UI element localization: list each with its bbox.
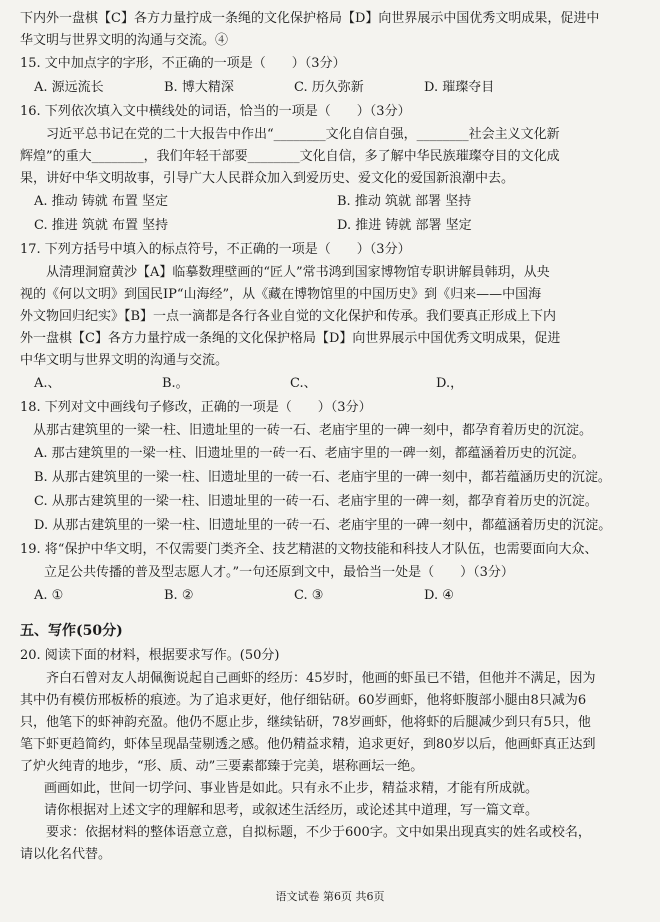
q15-options bbox=[20, 76, 640, 100]
q16-passage-1: 习近平总书记在党的二十大报告中作出“________文化自信自强，________社会主义文化新 bbox=[20, 127, 560, 142]
q19-option-b: B. ② bbox=[164, 588, 194, 603]
q16-option-a: A. 推动 铸就 布置 坚定 bbox=[34, 194, 169, 209]
q17-option-d: D.， bbox=[436, 376, 464, 391]
q18-option-d: D. 从那古建筑里的一梁一柱、旧遗址里的一砖一石、老庙宇里的一碑一刻中，都蕴涵着历史的沉淀。 bbox=[34, 518, 612, 533]
q17-option-c: C.、 bbox=[290, 376, 317, 391]
q15-option-d: D. 璀璨夺目 bbox=[424, 80, 495, 95]
q18-original: 从那古建筑里的一梁一柱、旧遗址里的一砖一石、老庙宇里的一碑一刻中，都孕育着历史的沉淀。 bbox=[20, 423, 593, 438]
q19-options bbox=[20, 584, 640, 608]
q17-passage-5: 中华文明与世界文明的沟通与交流。 bbox=[20, 353, 229, 368]
q20-material-4: 笔下虾更趋简约，虾体呈现晶莹剔透之感。他仍精益求精，追求更好，到80岁以后，他画虾真正达到 bbox=[20, 737, 596, 752]
q16-option-c: C. 推进 筑就 布置 坚持 bbox=[34, 218, 169, 233]
q16-passage-3: 果，讲好中华文明故事，引导广大人民群众加入到爱历史、爱文化的爱国新浪潮中去。 bbox=[20, 171, 515, 186]
q17-option-a: A.、 bbox=[34, 376, 61, 391]
q18-option-b: B. 从那古建筑里的一梁一柱、旧遗址里的一砖一石、老庙宇里的一碑一刻中，都若蕴涵历史的沉淀。 bbox=[34, 470, 611, 485]
section-5-heading: 五、写作(50分) bbox=[20, 623, 123, 639]
q17-passage-2: 视的《何以文明》到国民IP“山海经”，从《藏在博物馆里的中国历史》到《归来——中国海 bbox=[20, 287, 542, 302]
q18-stem: 18. 下列对文中画线句子修改，正确的一项是（ ）（3分） bbox=[20, 400, 372, 415]
q15-option-a: A. 源远流长 bbox=[34, 80, 104, 95]
q16-options-row-1 bbox=[20, 190, 640, 214]
q16-stem: 16. 下列依次填入文中横线处的词语，恰当的一项是（ ）（3分） bbox=[20, 104, 411, 119]
q19-option-c: C. ③ bbox=[294, 588, 324, 603]
q19-stem-2: 立足公共传播的普及型志愿人才。”一句还原到文中，最恰当一处是（ ）（3分） bbox=[44, 565, 514, 580]
q20-line-3: 请你根据对上述文字的理解和思考，或叙述生活经历，或论述其中道理，写一篇文章。 bbox=[44, 803, 539, 818]
q19-stem-1: 19. 将“保护中华文明，不仅需要门类齐全、技艺精湛的文物技能和科技人才队伍，也需要面向大众、 bbox=[20, 542, 598, 557]
q16-option-d: D. 推进 铸就 部署 坚定 bbox=[337, 218, 472, 233]
q19-option-a: A. ① bbox=[34, 588, 64, 603]
q16-options-row-2 bbox=[20, 214, 640, 238]
q17-options bbox=[20, 372, 640, 396]
q17-option-b: B.。 bbox=[162, 376, 189, 391]
q20-material-2: 其中仍有模仿邢板桥的痕迹。为了追求更好，他仔细钻研。60岁画虾，他将虾腹部小腿由8只减为6 bbox=[20, 693, 587, 708]
q15-option-c: C. 历久弥新 bbox=[294, 80, 364, 95]
q16-option-b: B. 推动 筑就 部署 坚持 bbox=[337, 194, 472, 209]
q20-stem: 20. 阅读下面的材料，根据要求写作。(50分) bbox=[20, 648, 280, 663]
q20-material-5: 了炉火纯青的地步，“形、质、动”三要素都臻于完美，堪称画坛一绝。 bbox=[20, 759, 424, 774]
q20-material-3: 只，他笔下的虾神韵充盈。他仍不愿止步，继续钻研，78岁画虾，他将虾的后腿减少到只有5只，他 bbox=[20, 715, 591, 730]
q20-requirements-1: 要求：依据材料的整体语意立意，自拟标题，不少于600字。文中如果出现真实的姓名或校名， bbox=[20, 825, 591, 840]
q20-requirements-2: 请以化名代替。 bbox=[20, 847, 112, 862]
q17-passage-4: 外一盘棋【C】各方力量拧成一条绳的文化保护格局【D】向世界展示中国优秀文明成果，促进 bbox=[20, 331, 561, 346]
q17-stem: 17. 下列方括号中填入的标点符号，不正确的一项是（ ）（3分） bbox=[20, 242, 411, 257]
q17-passage-1: 从清理洞窟黄沙【A】临摹数理壁画的“匠人”常书鸿到国家博物馆专职讲解員韩玥，从央 bbox=[20, 265, 550, 280]
passage-end-line-2: 华文明与世界文明的沟通与交流。④ bbox=[20, 33, 229, 48]
q20-material-1: 齐白石曾对友人胡佩衡说起自己画虾的经历：45岁时，他画的虾虽已不错，但他并不满足，因为 bbox=[20, 671, 596, 686]
passage-end-line-1: 下内外一盘棋【C】各方力量拧成一条绳的文化保护格局【D】向世界展示中国优秀文明成果，促进中 bbox=[20, 11, 600, 26]
q16-passage-2: 辉煌”的重大________，我们年轻干部要________文化自信，多了解中华民族璀璨夺目的文化成 bbox=[20, 149, 560, 164]
page-footer: 语文试卷 第6页 共6页 bbox=[275, 890, 385, 903]
q18-option-c: C. 从那古建筑里的一梁一柱、旧遗址里的一砖一石、老庙宇里的一碑一刻，都孕育着历史的沉淀。 bbox=[34, 494, 598, 509]
q17-passage-3: 外文物回归纪实》【B】一点一滴都是各行各业自觉的文化保护和传承。我们要真正形成上下内 bbox=[20, 309, 557, 324]
q18-option-a: A. 那古建筑里的一梁一柱、旧遗址里的一砖一石、老庙宇里的一碑一刻，都蕴涵着历史的沉淀。 bbox=[34, 446, 585, 461]
q15-stem: 15. 文中加点字的字形，不正确的一项是（ ）（3分） bbox=[20, 56, 346, 71]
q20-line-2: 画画如此，世间一切学问、事业皆是如此。只有永不止步，精益求精，才能有所成就。 bbox=[44, 781, 539, 796]
q19-option-d: D. ④ bbox=[424, 588, 454, 603]
q15-option-b: B. 博大精深 bbox=[164, 80, 234, 95]
